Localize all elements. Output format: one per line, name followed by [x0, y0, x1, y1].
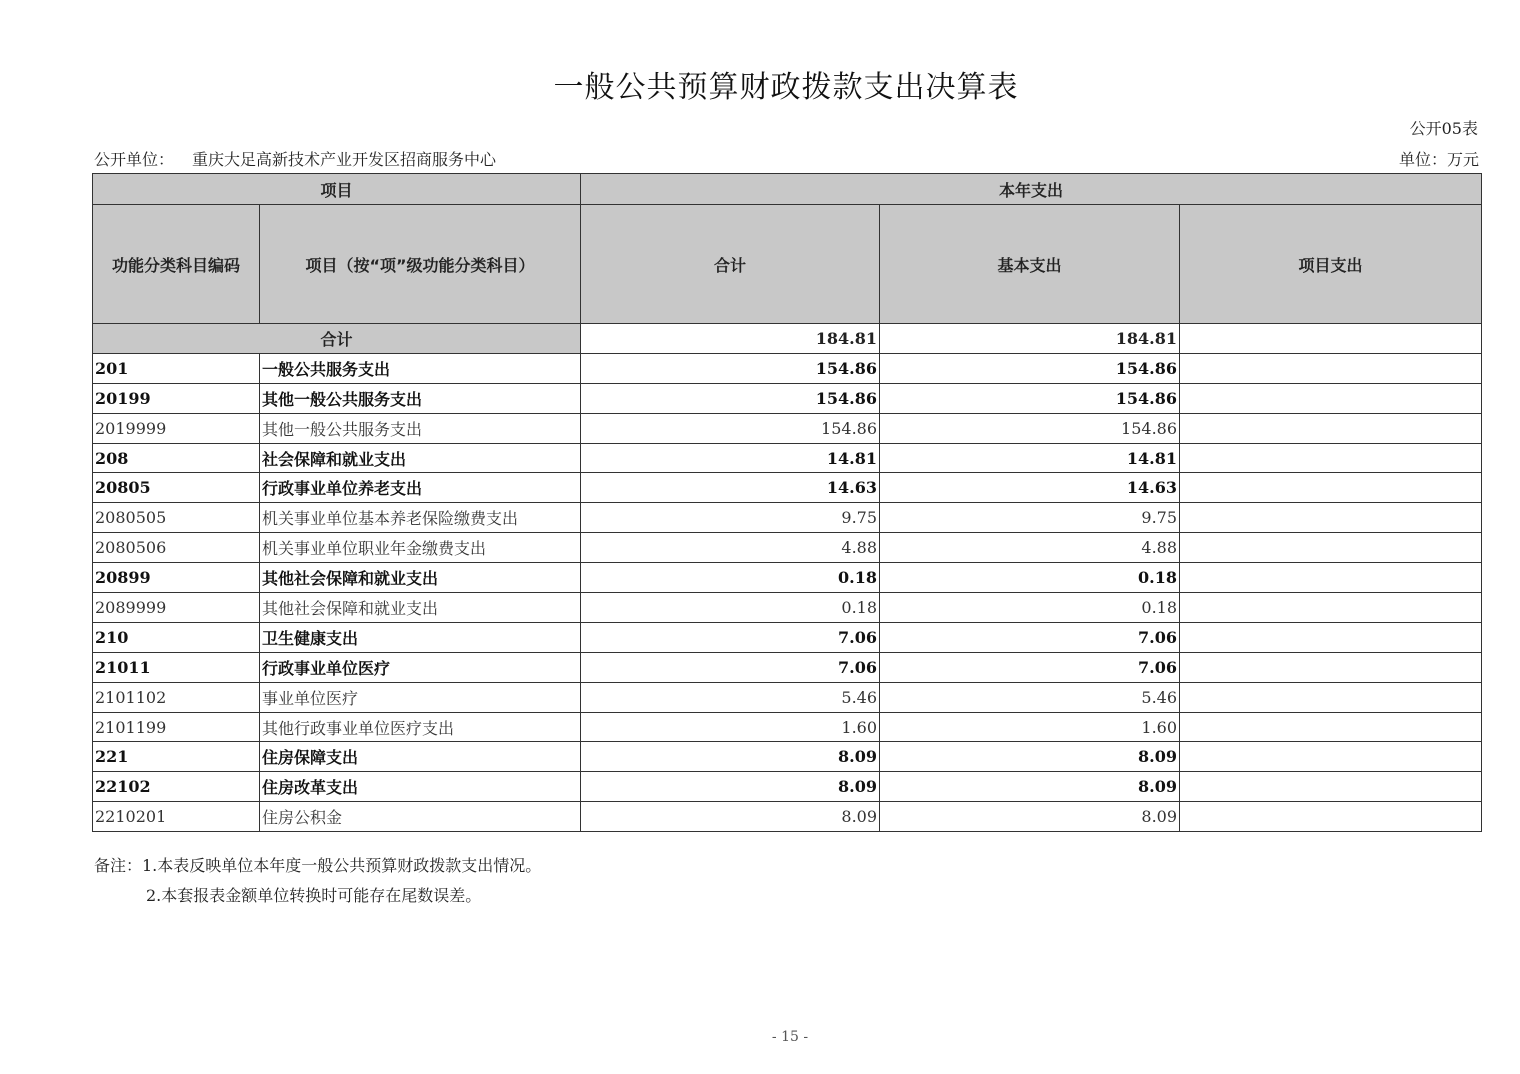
cell-basic: 8.09 — [880, 772, 1180, 802]
header-basic: 基本支出 — [880, 205, 1180, 324]
table-row — [93, 443, 1482, 473]
cell-code: 210 — [93, 622, 260, 652]
header-row-top — [93, 174, 1482, 205]
table-code: 公开05表 — [1409, 119, 1478, 138]
cell-basic: 8.09 — [880, 742, 1180, 772]
cell-basic: 154.86 — [880, 353, 1180, 383]
cell-basic: 5.46 — [880, 682, 1180, 712]
cell-project — [1180, 383, 1482, 413]
cell-name: 住房公积金 — [260, 802, 581, 832]
table-row — [93, 652, 1482, 682]
table-row — [93, 682, 1482, 712]
header-current-year: 本年支出 — [581, 174, 1482, 205]
table-row — [93, 622, 1482, 652]
cell-total: 4.88 — [581, 533, 880, 563]
cell-project — [1180, 503, 1482, 533]
total-basic: 184.81 — [880, 324, 1180, 354]
cell-name: 住房保障支出 — [260, 742, 581, 772]
cell-basic: 4.88 — [880, 533, 1180, 563]
header-project: 项目 — [93, 174, 581, 205]
cell-name: 机关事业单位职业年金缴费支出 — [260, 533, 581, 563]
cell-name: 其他行政事业单位医疗支出 — [260, 712, 581, 742]
cell-project — [1180, 443, 1482, 473]
cell-project — [1180, 652, 1482, 682]
cell-name: 事业单位医疗 — [260, 682, 581, 712]
cell-name: 其他一般公共服务支出 — [260, 413, 581, 443]
cell-code: 2080506 — [93, 533, 260, 563]
cell-code: 2101199 — [93, 712, 260, 742]
cell-code: 20899 — [93, 563, 260, 593]
cell-total: 5.46 — [581, 682, 880, 712]
cell-total: 0.18 — [581, 563, 880, 593]
cell-project — [1180, 473, 1482, 503]
cell-project — [1180, 413, 1482, 443]
table-row — [93, 593, 1482, 623]
cell-project — [1180, 353, 1482, 383]
table-row — [93, 383, 1482, 413]
table-row — [93, 503, 1482, 533]
cell-code: 208 — [93, 443, 260, 473]
cell-basic: 0.18 — [880, 563, 1180, 593]
cell-code: 2089999 — [93, 593, 260, 623]
cell-basic: 154.86 — [880, 413, 1180, 443]
cell-project — [1180, 772, 1482, 802]
cell-total: 9.75 — [581, 503, 880, 533]
cell-basic: 154.86 — [880, 383, 1180, 413]
cell-project — [1180, 622, 1482, 652]
table-row — [93, 802, 1482, 832]
cell-code: 201 — [93, 353, 260, 383]
cell-name: 其他社会保障和就业支出 — [260, 593, 581, 623]
total-row — [93, 324, 1482, 354]
cell-code: 2080505 — [93, 503, 260, 533]
page-number: - 15 - — [771, 1029, 809, 1045]
cell-basic: 14.81 — [880, 443, 1180, 473]
cell-code: 20199 — [93, 383, 260, 413]
cell-basic: 7.06 — [880, 622, 1180, 652]
cell-code: 20805 — [93, 473, 260, 503]
table-row — [93, 712, 1482, 742]
cell-project — [1180, 533, 1482, 563]
cell-name: 行政事业单位养老支出 — [260, 473, 581, 503]
cell-total: 14.81 — [581, 443, 880, 473]
cell-name: 一般公共服务支出 — [260, 353, 581, 383]
table-row — [93, 533, 1482, 563]
cell-code: 2210201 — [93, 802, 260, 832]
cell-basic: 8.09 — [880, 802, 1180, 832]
cell-name: 社会保障和就业支出 — [260, 443, 581, 473]
table-row — [93, 473, 1482, 503]
notes — [94, 851, 541, 911]
header-total: 合计 — [581, 205, 880, 324]
page-title: 一般公共预算财政拨款支出决算表 — [553, 70, 1019, 105]
cell-project — [1180, 682, 1482, 712]
cell-basic: 1.60 — [880, 712, 1180, 742]
cell-project — [1180, 712, 1482, 742]
cell-basic: 7.06 — [880, 652, 1180, 682]
table-row — [93, 772, 1482, 802]
table-body — [93, 324, 1482, 832]
table-row — [93, 413, 1482, 443]
organization-name: 重庆大足高新技术产业开发区招商服务中心 — [192, 150, 497, 169]
cell-total: 0.18 — [581, 593, 880, 623]
cell-code: 21011 — [93, 652, 260, 682]
cell-total: 154.86 — [581, 353, 880, 383]
table-row — [93, 742, 1482, 772]
cell-project — [1180, 563, 1482, 593]
table-row — [93, 353, 1482, 383]
cell-total: 8.09 — [581, 742, 880, 772]
cell-project — [1180, 742, 1482, 772]
cell-total: 154.86 — [581, 383, 880, 413]
note-1: 备注：1.本表反映单位本年度一般公共预算财政拨款支出情况。 — [94, 856, 542, 875]
cell-project — [1180, 593, 1482, 623]
table-row — [93, 563, 1482, 593]
cell-total: 8.09 — [581, 802, 880, 832]
currency-unit: 单位：万元 — [1398, 150, 1479, 169]
cell-name: 行政事业单位医疗 — [260, 652, 581, 682]
unit-label: 公开单位： — [94, 150, 175, 169]
note-2: 2.本套报表金额单位转换时可能存在尾数误差。 — [146, 886, 482, 905]
header-code: 功能分类科目编码 — [93, 205, 260, 324]
cell-total: 1.60 — [581, 712, 880, 742]
header-project-expenditure: 项目支出 — [1180, 205, 1482, 324]
cell-name: 其他社会保障和就业支出 — [260, 563, 581, 593]
cell-basic: 0.18 — [880, 593, 1180, 623]
cell-name: 机关事业单位基本养老保险缴费支出 — [260, 503, 581, 533]
cell-total: 7.06 — [581, 622, 880, 652]
cell-name: 住房改革支出 — [260, 772, 581, 802]
cell-code: 2019999 — [93, 413, 260, 443]
cell-total: 7.06 — [581, 652, 880, 682]
cell-total: 14.63 — [581, 473, 880, 503]
cell-name: 卫生健康支出 — [260, 622, 581, 652]
organization-info — [94, 147, 496, 170]
cell-code: 22102 — [93, 772, 260, 802]
cell-total: 154.86 — [581, 413, 880, 443]
expenditure-table — [92, 173, 1482, 832]
total-sum: 184.81 — [581, 324, 880, 354]
total-label: 合计 — [93, 324, 581, 354]
cell-total: 8.09 — [581, 772, 880, 802]
cell-project — [1180, 802, 1482, 832]
header-row-columns — [93, 205, 1482, 324]
cell-basic: 9.75 — [880, 503, 1180, 533]
cell-code: 221 — [93, 742, 260, 772]
total-project — [1180, 324, 1482, 354]
cell-basic: 14.63 — [880, 473, 1180, 503]
cell-code: 2101102 — [93, 682, 260, 712]
cell-name: 其他一般公共服务支出 — [260, 383, 581, 413]
header-name: 项目（按“项”级功能分类科目） — [260, 205, 581, 324]
